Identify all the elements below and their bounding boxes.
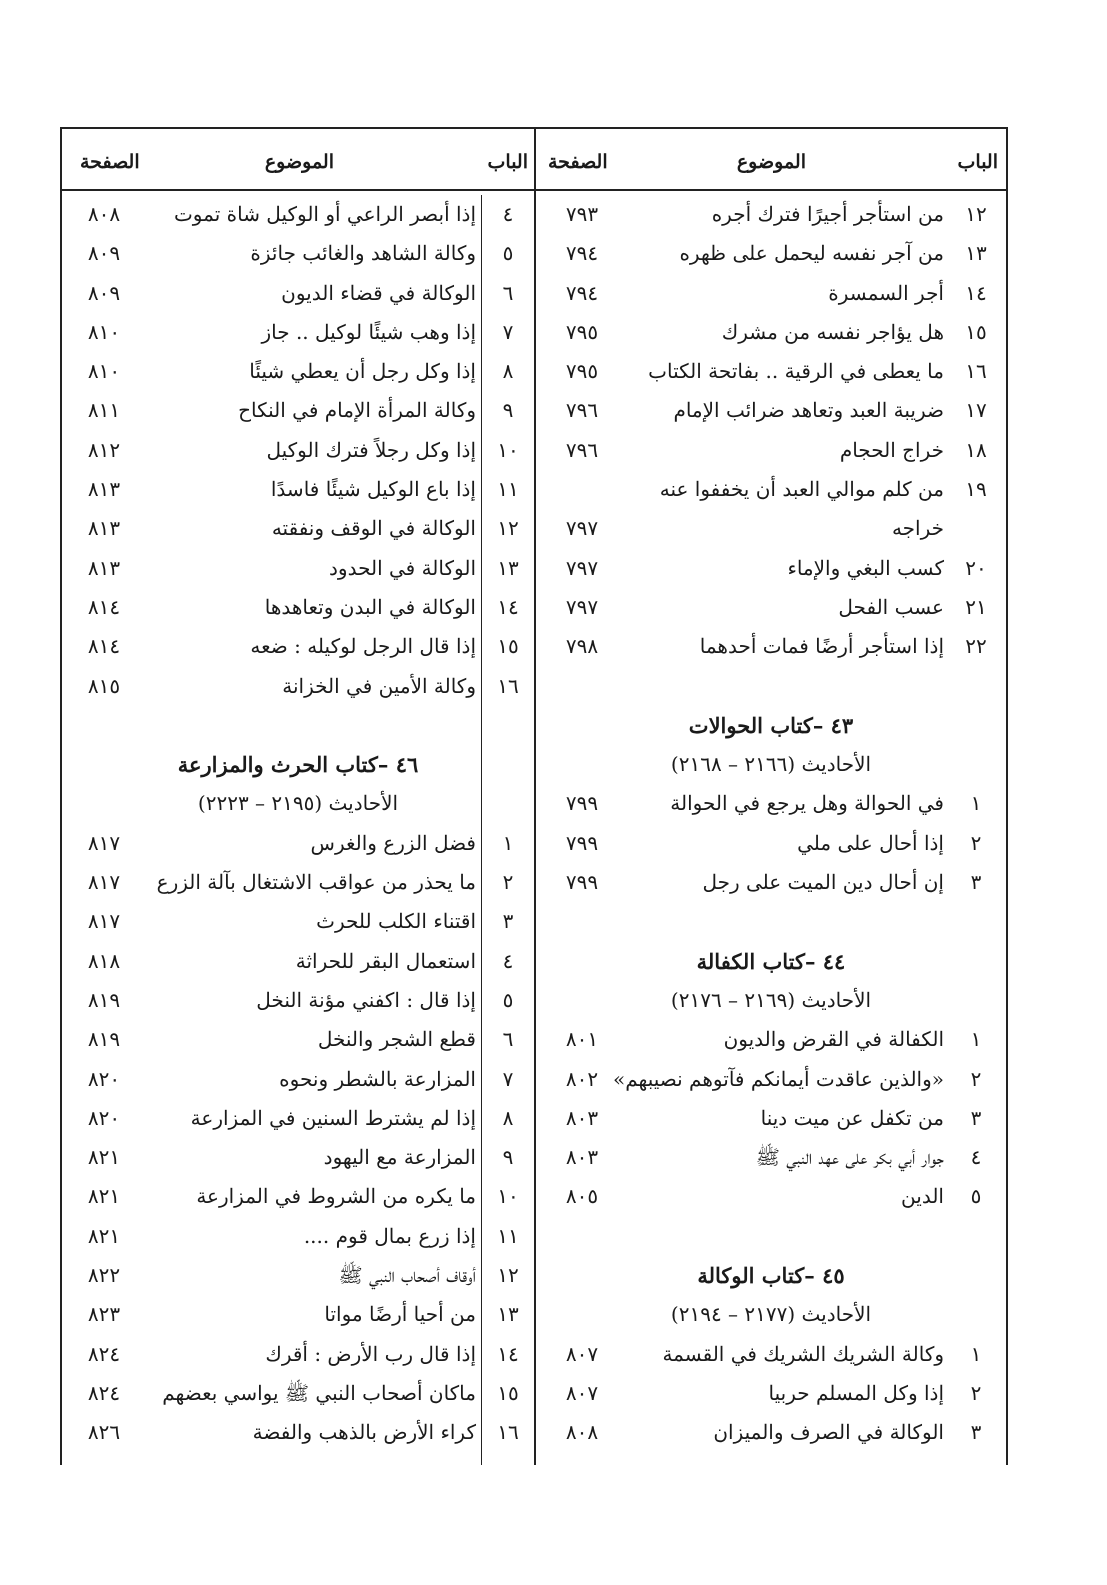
entry-number: ١٧ [965, 398, 987, 423]
entry-number: ١٣ [497, 555, 519, 580]
entry-number: ٢٢ [965, 634, 987, 659]
list-item [62, 824, 534, 863]
entry-page: ٨١١ [87, 398, 121, 423]
list-item [536, 352, 1006, 391]
entry-number: ١٥ [965, 319, 987, 344]
list-item [536, 234, 1006, 273]
list-item [536, 470, 1006, 509]
entry-page: ٨١٣ [87, 555, 121, 580]
entry-number: ١٨ [965, 437, 987, 462]
entry-number: ١١ [497, 1223, 519, 1248]
entry-number: ٣ [502, 909, 514, 934]
entry-number: ٢ [502, 870, 514, 895]
blank-row [536, 902, 1006, 941]
list-item [62, 509, 534, 548]
list-item [62, 549, 534, 588]
entry-number: ٥ [502, 241, 514, 266]
header-safha: الصفحة [80, 151, 140, 173]
entry-number: ٢ [970, 830, 982, 855]
entry-page: ٧٩٦ [565, 437, 599, 462]
entry-title: إذا لم يشترط السنين في المزارعة [190, 1105, 476, 1130]
entry-title: ما يعطى في الرقية .. بفاتحة الكتاب [648, 359, 944, 384]
entry-number: ٢١ [965, 594, 987, 619]
list-item [62, 470, 534, 509]
list-item [536, 1138, 1006, 1177]
entry-title: الوكالة في الحدود [329, 555, 476, 580]
list-item [536, 824, 1006, 863]
entry-page: ٨٢١ [87, 1223, 121, 1248]
entry-page: ٨٢٦ [87, 1420, 121, 1445]
entry-page: ٨٠٧ [565, 1341, 599, 1366]
entry-page: ٨٠٨ [87, 202, 121, 226]
list-item [62, 1217, 534, 1256]
list-item [62, 863, 534, 902]
entry-title: إذا باع الوكيل شيئًا فاسدًا [270, 477, 476, 502]
entry-title: إذا قال : اكفني مؤنة النخل [256, 987, 476, 1012]
list-item [62, 1374, 534, 1413]
entry-title: الوكالة في الوقف ونفقته [271, 516, 476, 541]
entry-title: فضل الزرع والغرس [310, 830, 476, 855]
entry-page: ٨١٩ [87, 987, 121, 1012]
list-item [536, 391, 1006, 430]
entry-page: ٨٢٢ [87, 1263, 121, 1288]
entry-title: إذا وكل رجل أن يعطي شيئًا [249, 359, 476, 384]
entry-title: المزارعة مع اليهود [323, 1145, 476, 1170]
entry-title: من آجر نفسه ليحمل على ظهره [679, 241, 944, 266]
entry-title: من تكفل عن ميت دينا [760, 1105, 944, 1130]
entry-page: ٨١٥ [87, 673, 121, 698]
entry-title: ماكان أصحاب النبي ﷺ يواسي بعضهم [162, 1380, 476, 1405]
list-item [536, 431, 1006, 470]
entry-number: ١٢ [497, 1263, 519, 1288]
entry-page: ٨٠٩ [87, 241, 121, 266]
entry-page: ٧٩٩ [565, 830, 599, 855]
entry-page: ٧٩٧ [565, 555, 599, 580]
list-item [62, 942, 534, 981]
list-item [62, 1295, 534, 1334]
list-item [62, 1020, 534, 1059]
entry-title: الوكالة في البدن وتعاهدها [264, 594, 476, 619]
entry-number: ٩ [502, 398, 514, 423]
entry-number: ٥ [502, 987, 514, 1012]
left-column [62, 129, 534, 1465]
list-item [62, 1335, 534, 1374]
list-item [536, 509, 1006, 548]
entry-number: ٦ [502, 280, 514, 305]
entry-number: ٩ [502, 1145, 514, 1170]
list-item [536, 1099, 1006, 1138]
entry-page: ٧٩٤ [565, 241, 599, 266]
hadith-range [536, 745, 1006, 784]
list-item [62, 1256, 534, 1295]
entry-page: ٨٠٢ [565, 1066, 599, 1091]
entry-page: ٨٢٠ [87, 1066, 121, 1091]
entry-page: ٧٩٧ [565, 594, 599, 619]
hadith-range-text: الأحاديث (٢١٦٦ – ٢١٦٨) [670, 752, 872, 777]
entry-number: ١٤ [497, 1341, 519, 1366]
header-row-left [62, 129, 534, 191]
list-item [536, 863, 1006, 902]
blank-row [536, 1217, 1006, 1256]
entry-number: ٣ [970, 1420, 982, 1445]
list-item [62, 588, 534, 627]
entry-page: ٨١٧ [87, 870, 121, 895]
entry-title: الدين [901, 1184, 944, 1209]
entry-page: ٧٩٤ [565, 280, 599, 305]
entry-title: وكالة المرأة الإمام في النكاح [238, 398, 476, 423]
list-item [536, 549, 1006, 588]
entry-title: خراج الحجام [839, 437, 944, 462]
entry-title: كسب البغي والإماء [787, 555, 944, 580]
entry-title: الوكالة في قضاء الديون [281, 280, 476, 305]
list-item [536, 195, 1006, 234]
entry-page: ٨١٤ [87, 634, 121, 659]
entry-page: ٨١٩ [87, 1027, 121, 1052]
section-heading [536, 1256, 1006, 1295]
entry-page: ٧٩٩ [565, 870, 599, 895]
entry-number: ١٠ [497, 1184, 519, 1209]
entry-title: إذا استأجر أرضًا فمات أحدهما [699, 634, 944, 659]
entry-page: ٧٩٥ [565, 319, 599, 344]
section-heading [62, 745, 534, 784]
list-item [536, 1060, 1006, 1099]
hadith-range [536, 1295, 1006, 1334]
header-row-right [536, 129, 1006, 191]
entry-page: ٨١٣ [87, 477, 121, 502]
entry-title: «والذين عاقدت أيمانكم فآتوهم نصيبهم» [612, 1066, 944, 1091]
list-item [536, 1335, 1006, 1374]
entry-page: ٨١٢ [87, 437, 121, 462]
left-rows [62, 195, 534, 1453]
entry-title: جوار أبي بكر على عهد النبي ﷺ [755, 1145, 944, 1170]
entry-page: ٨٢٠ [87, 1105, 121, 1130]
entry-number: ٨ [502, 1105, 514, 1130]
entry-number: ١٦ [965, 359, 987, 384]
entry-title: ضريبة العبد وتعاهد ضرائب الإمام [673, 398, 944, 423]
entry-title: إذا أحال على ملي [797, 830, 944, 855]
index-table [60, 127, 1008, 1465]
entry-number: ١ [970, 1027, 982, 1052]
entry-number: ٢٠ [965, 555, 987, 580]
list-item [62, 1099, 534, 1138]
entry-page: ٨٠٨ [565, 1420, 599, 1445]
entry-number: ٥ [970, 1184, 982, 1209]
entry-number: ٢ [970, 1066, 982, 1091]
entry-title: إذا وكل المسلم حربيا [768, 1380, 944, 1405]
list-item [62, 902, 534, 941]
header-bab: الباب [487, 151, 528, 173]
header-bab: الباب [957, 151, 998, 173]
entry-title: وكالة الشاهد والغائب جائزة [250, 241, 476, 266]
entry-number: ٤ [970, 1145, 982, 1170]
entry-number: ١٣ [497, 1302, 519, 1327]
section-title: ٤٤ –كتاب الكفالة [696, 948, 846, 974]
header-mawdu: الموضوع [736, 151, 806, 173]
entry-title: إذا وكل رجلاً فترك الوكيل [266, 437, 476, 462]
entry-title: أوقاف أصحاب النبي ﷺ [338, 1263, 476, 1288]
entry-page: ٨١٧ [87, 830, 121, 855]
entry-page: ٧٩٨ [565, 634, 599, 659]
list-item [536, 784, 1006, 823]
entry-title: من استأجر أجيرًا فترك أجره [711, 202, 944, 226]
entry-page: ٨١٣ [87, 516, 121, 541]
entry-page: ٨٠٩ [87, 280, 121, 305]
entry-page: ٨١٤ [87, 594, 121, 619]
entry-title: من أحيا أرضًا مواتا [324, 1302, 476, 1327]
entry-title: إن أحال دين الميت على رجل [702, 870, 944, 895]
entry-title: خراجه [891, 516, 944, 541]
entry-page: ٧٩٦ [565, 398, 599, 423]
entry-number: ٧ [502, 319, 514, 344]
entry-page: ٨٠٥ [565, 1184, 599, 1209]
list-item [536, 627, 1006, 666]
header-mawdu: الموضوع [264, 151, 334, 173]
entry-number: ١٤ [497, 594, 519, 619]
entry-title: من كلم موالي العبد أن يخففوا عنه [659, 477, 944, 502]
entry-number: ٤ [502, 202, 514, 226]
entry-number: ١٤ [965, 280, 987, 305]
header-safha: الصفحة [548, 151, 608, 173]
entry-title: وكالة الأمين في الخزانة [282, 673, 476, 698]
entry-number: ٧ [502, 1066, 514, 1091]
list-item [62, 313, 534, 352]
hadith-range [62, 784, 534, 823]
hadith-range [536, 981, 1006, 1020]
list-item [536, 1413, 1006, 1452]
entry-page: ٨٠٣ [565, 1105, 599, 1130]
entry-number: ١٥ [497, 1380, 519, 1405]
hadith-range-text: الأحاديث (٢١٩٥ – ٢٢٢٣) [197, 791, 399, 816]
entry-page: ٧٩٩ [565, 791, 599, 816]
entry-page: ٨٢٤ [87, 1380, 121, 1405]
entry-number: ٣ [970, 1105, 982, 1130]
list-item [536, 313, 1006, 352]
section-heading [536, 706, 1006, 745]
entry-number: ١٣ [965, 241, 987, 266]
list-item [62, 352, 534, 391]
entry-title: أجر السمسرة [828, 280, 944, 305]
list-item [536, 588, 1006, 627]
list-item [536, 274, 1006, 313]
entry-page: ٨٠١ [565, 1027, 599, 1052]
entry-page: ٨٠٣ [565, 1145, 599, 1170]
entry-number: ١ [970, 791, 982, 816]
entry-number: ١٦ [497, 1420, 519, 1445]
list-item [62, 274, 534, 313]
hadith-range-text: الأحاديث (٢١٧٧ – ٢١٩٤) [670, 1302, 872, 1327]
list-item [62, 1060, 534, 1099]
entry-page: ٨١٠ [87, 319, 121, 344]
entry-title: في الحوالة وهل يرجع في الحوالة [670, 791, 944, 816]
entry-number: ٣ [970, 870, 982, 895]
list-item [536, 1020, 1006, 1059]
entry-title: عسب الفحل [838, 594, 944, 619]
entry-number: ١٠ [497, 437, 519, 462]
list-item [62, 1413, 534, 1452]
entry-number: ٦ [502, 1027, 514, 1052]
entry-page: ٨٢٣ [87, 1302, 121, 1327]
entry-number: ١١ [497, 477, 519, 502]
list-item [62, 1177, 534, 1216]
entry-number: ١٢ [965, 202, 987, 226]
entry-title: الكفالة في القرض والديون [723, 1027, 944, 1052]
entry-title: قطع الشجر والنخل [317, 1027, 476, 1052]
list-item [62, 431, 534, 470]
entry-number: ٤ [502, 948, 514, 973]
right-column [536, 129, 1006, 1465]
list-item [62, 667, 534, 706]
list-item [536, 1177, 1006, 1216]
entry-title: هل يؤاجر نفسه من مشرك [721, 319, 944, 344]
entry-title: كراء الأرض بالذهب والفضة [252, 1420, 476, 1445]
entry-title: إذا أبصر الراعي أو الوكيل شاة تموت [173, 202, 476, 226]
list-item [62, 981, 534, 1020]
entry-title: استعمال البقر للحراثة [295, 948, 476, 973]
entry-title: المزارعة بالشطر ونحوه [279, 1066, 476, 1091]
list-item [62, 234, 534, 273]
list-item [62, 391, 534, 430]
entry-title: إذا قال الرجل لوكيله : ضعه [250, 634, 476, 659]
list-item [536, 1374, 1006, 1413]
entry-page: ٨٠٧ [565, 1380, 599, 1405]
entry-page: ٧٩٧ [565, 516, 599, 541]
entry-title: الوكالة في الصرف والميزان [713, 1420, 944, 1445]
list-item [62, 195, 534, 234]
list-item [62, 1138, 534, 1177]
entry-title: اقتناء الكلب للحرث [316, 909, 476, 934]
entry-number: ١٥ [497, 634, 519, 659]
entry-page: ٧٩٣ [565, 202, 599, 226]
entry-title: إذا زرع بمال قوم .... [303, 1223, 476, 1248]
entry-page: ٨١٠ [87, 359, 121, 384]
section-title: ٤٣ –كتاب الحوالات [688, 712, 854, 738]
entry-number: ٨ [502, 359, 514, 384]
entry-title: ما يكره من الشروط في المزارعة [196, 1184, 476, 1209]
list-item [62, 627, 534, 666]
entry-number: ١ [502, 830, 514, 855]
blank-row [536, 667, 1006, 706]
section-title: ٤٦ –كتاب الحرث والمزارعة [177, 752, 419, 778]
entry-number: ١ [970, 1341, 982, 1366]
entry-title: وكالة الشريك الشريك في القسمة [662, 1341, 944, 1366]
entry-page: ٧٩٥ [565, 359, 599, 384]
entry-number: ٢ [970, 1380, 982, 1405]
left-num-separator [481, 195, 482, 1465]
section-title: ٤٥ –كتاب الوكالة [697, 1263, 845, 1289]
entry-page: ٨٢١ [87, 1145, 121, 1170]
entry-title: ما يحذر من عواقب الاشتغال بآلة الزرع [156, 870, 476, 895]
entry-number: ١٢ [497, 516, 519, 541]
entry-page: ٨٢٤ [87, 1341, 121, 1366]
blank-row [62, 706, 534, 745]
right-rows [536, 195, 1006, 1453]
entry-page: ٨٢١ [87, 1184, 121, 1209]
entry-title: إذا قال رب الأرض : أقرك [265, 1341, 476, 1366]
entry-number: ١٩ [965, 477, 987, 502]
hadith-range-text: الأحاديث (٢١٦٩ – ٢١٧٦) [670, 987, 872, 1012]
entry-title: إذا وهب شيئًا لوكيل .. جاز [261, 319, 476, 344]
entry-page: ٨١٧ [87, 909, 121, 934]
entry-page: ٨١٨ [87, 948, 121, 973]
section-heading [536, 942, 1006, 981]
entry-number: ١٦ [497, 673, 519, 698]
